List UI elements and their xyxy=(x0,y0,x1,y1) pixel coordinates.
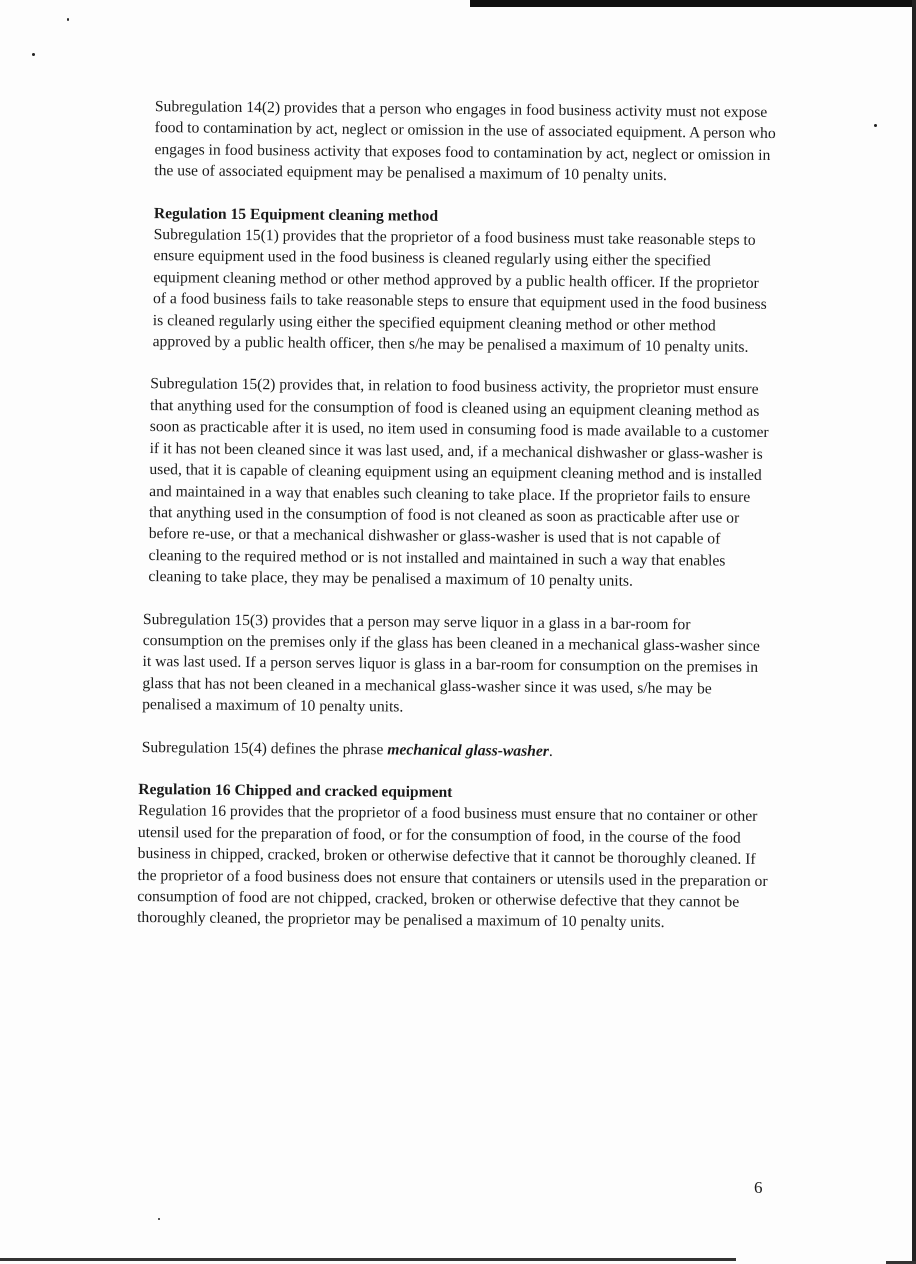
paragraph-text: Subregulation 14(2) provides that a person who engages in food business activity must not expose food to contamination by act, neglect or omission in the use of associated equipment. A person who engages in food business activity that exposes food to contamination by act, neglect or omission in the use of associated equipment may be penalised a maximum of 10 penalty units. xyxy=(154,98,776,185)
paragraph-14-2 xyxy=(144,96,777,188)
scan-speck xyxy=(158,1218,160,1220)
paragraph-text: Subregulation 15(2) provides that, in relation to food business activity, the proprietor must ensure that anything used for the consumption of food is cleaned using an equipment cleaning method as soon as practicable after it is used, no item used in consuming food is made available to a customer if it has not been cleaned since it was last used, and, if a mechanical dishwasher or glass-washer is used, that it is capable of cleaning equipment using an equipment cleaning method and is installed and maintained in a way that enables such cleaning to take place. If the proprietor fails to ensure that anything used in the consumption of food is not cleaned as soon as practicable after use or before re-use, or that a mechanical dishwasher or glass-washer is used that is not capable of cleaning to the required method or is not installed and maintained in such a way that enables cleaning to take place, they may be penalised a maximum of 10 penalty units. xyxy=(148,375,769,590)
paragraph-prefix: Subregulation 15(4) defines the phrase xyxy=(141,738,388,758)
scan-edge-right xyxy=(912,0,916,1264)
scan-edge-bottom xyxy=(0,1258,736,1261)
page-number: 6 xyxy=(754,1178,763,1197)
paragraph-suffix: . xyxy=(548,742,553,760)
scan-speck xyxy=(874,124,877,127)
defined-term: mechanical glass-washer xyxy=(387,740,549,760)
scan-speck xyxy=(32,53,35,56)
paragraph-15-3 xyxy=(139,609,772,722)
paragraph-text: Subregulation 15(3) provides that a person may serve liquor in a glass in a bar-room for consumption on the premises only if the glass has been cleaned in a mechanical glass-washer since it was last used. If a person serves liquor is glass in a bar-room for consumption on the premises in glass that has not been cleaned in a mechanical glass-washer since it was used, s/he may be penalised a maximum of 10 penalty units. xyxy=(142,610,760,716)
paragraph-text: Regulation 16 provides that the proprietor of a food business must ensure that no container or other utensil used for the preparation of food, or for the consumption of food, in the course of the food business in chipped, cracked, broken or otherwise defective that it cannot be thoroughly cleaned. If the proprietor of a food business does not ensure that containers or utensils used in the preparation or consumption of food are not chipped, cracked, broken or otherwise defective that they cannot be thoroughly cleaned, the proprietor may be penalised a maximum of 10 penalty units. xyxy=(137,802,768,932)
paragraph-text: Subregulation 15(1) provides that the proprietor of a food business must take reasonable steps to ensure equipment used in the food business is cleaned regularly using either the specified equipment cleaning method or other method approved by a public health officer. If the proprietor of a food business fails to take reasonable steps to ensure that equipment used in the food business is cleaned regularly using either the specified equipment cleaning method or other method approved by a public health officer, then s/he may be penalised a maximum of 10 penalty units. xyxy=(152,226,767,356)
section-heading: Regulation 16 Chipped and cracked equipment xyxy=(138,780,453,801)
section-regulation-16 xyxy=(137,779,770,935)
document-body xyxy=(137,96,777,956)
scan-speck xyxy=(67,18,69,21)
section-heading: Regulation 15 Equipment cleaning method xyxy=(153,204,439,225)
paragraph-15-2 xyxy=(140,373,774,593)
paragraph-text xyxy=(142,737,771,764)
paragraph-15-4 xyxy=(139,737,771,764)
section-regulation-15 xyxy=(143,203,776,359)
scan-edge-top xyxy=(470,0,916,7)
